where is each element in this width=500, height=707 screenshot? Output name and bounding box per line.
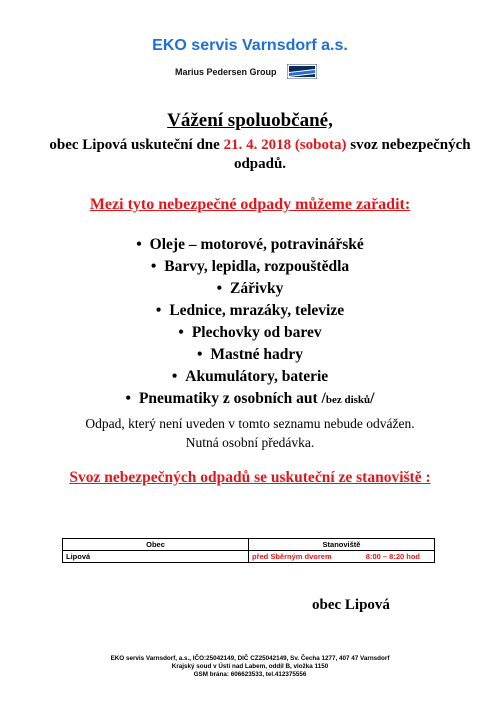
list-item	[0, 344, 500, 366]
bullet-icon: •	[171, 368, 178, 385]
intro-text-end: svoz nebezpečných odpadů.	[233, 137, 471, 172]
waste-list	[0, 234, 500, 410]
list-item-text: Barvy, lepidla, rozpouštědla	[164, 258, 350, 275]
list-item	[0, 366, 500, 388]
bullet-icon: •	[178, 324, 184, 341]
list-item-note: bez disků	[325, 394, 371, 406]
schedule-table	[62, 538, 435, 563]
collection-date: 21. 4. 2018 (sobota)	[223, 137, 347, 153]
warning-line: Nutná osobní předávka.	[185, 435, 315, 450]
bullet-icon: •	[196, 346, 203, 363]
list-item-text: Mastné hadry	[210, 346, 303, 363]
list-item	[0, 278, 500, 300]
list-item-text: Lednice, mrazáky, televize	[169, 302, 345, 319]
bullet-icon: •	[155, 302, 162, 319]
column-header-stanoviste: Stanoviště	[249, 539, 435, 551]
list-item	[0, 322, 500, 344]
list-heading: Mezi tyto nebezpečné odpady můžeme zařadit:	[89, 196, 411, 213]
list-item-text: Akumulátory, baterie	[185, 368, 329, 385]
footer-line: EKO servis Varnsdorf, a.s., IČO:25042149, DIČ CZ25042149, Sv. Čecha 1277, 407 47 Varnsdorf	[110, 655, 390, 662]
list-item-text: Pneumatiky z osobních aut /	[138, 390, 326, 407]
footer-line: GSM brána: 606623533, tel.412375556	[193, 671, 307, 678]
cell-stanoviste	[249, 551, 435, 563]
intro-paragraph	[40, 136, 480, 174]
list-item-text: Zářivky	[230, 280, 284, 297]
warning-text	[30, 414, 470, 452]
footer-line: Krajský soud v Ústí nad Labem, oddíl B, vložka 1150	[171, 663, 329, 670]
bullet-icon: •	[136, 236, 142, 253]
warning-line: Odpad, který není uveden v tomto seznamu nebude odvážen.	[85, 416, 415, 431]
footer	[0, 655, 500, 679]
bullet-icon: •	[150, 258, 157, 275]
table-row	[63, 551, 435, 563]
greeting: Vážení spoluobčané,	[167, 110, 333, 131]
list-item-text: Oleje – motorové, potravinářské	[149, 236, 364, 253]
signature: obec Lipová	[312, 597, 390, 613]
intro-text-start: obec Lipová uskuteční dne	[49, 137, 224, 153]
bullet-icon: •	[125, 390, 131, 407]
company-logo-icon	[287, 64, 317, 79]
list-item	[0, 234, 500, 256]
list-item	[0, 388, 500, 410]
bullet-icon: •	[216, 280, 223, 297]
list-item	[0, 300, 500, 322]
list-item-text: Plechovky od barev	[191, 324, 322, 341]
list-item	[0, 256, 500, 278]
cell-place: před Sběrným dvorem	[252, 552, 332, 561]
table-header-row	[63, 539, 435, 551]
list-item-end: /	[370, 390, 375, 407]
column-header-obec: Obec	[63, 539, 249, 551]
collection-heading: Svoz nebezpečných odpadů se uskuteční ze stanoviště :	[69, 469, 431, 486]
cell-obec: Lipová	[63, 551, 249, 563]
company-name: EKO servis Varnsdorf a.s.	[152, 37, 348, 54]
group-name: Marius Pedersen Group	[175, 67, 277, 77]
cell-time: 8:00 – 8:20 hod	[365, 552, 420, 561]
